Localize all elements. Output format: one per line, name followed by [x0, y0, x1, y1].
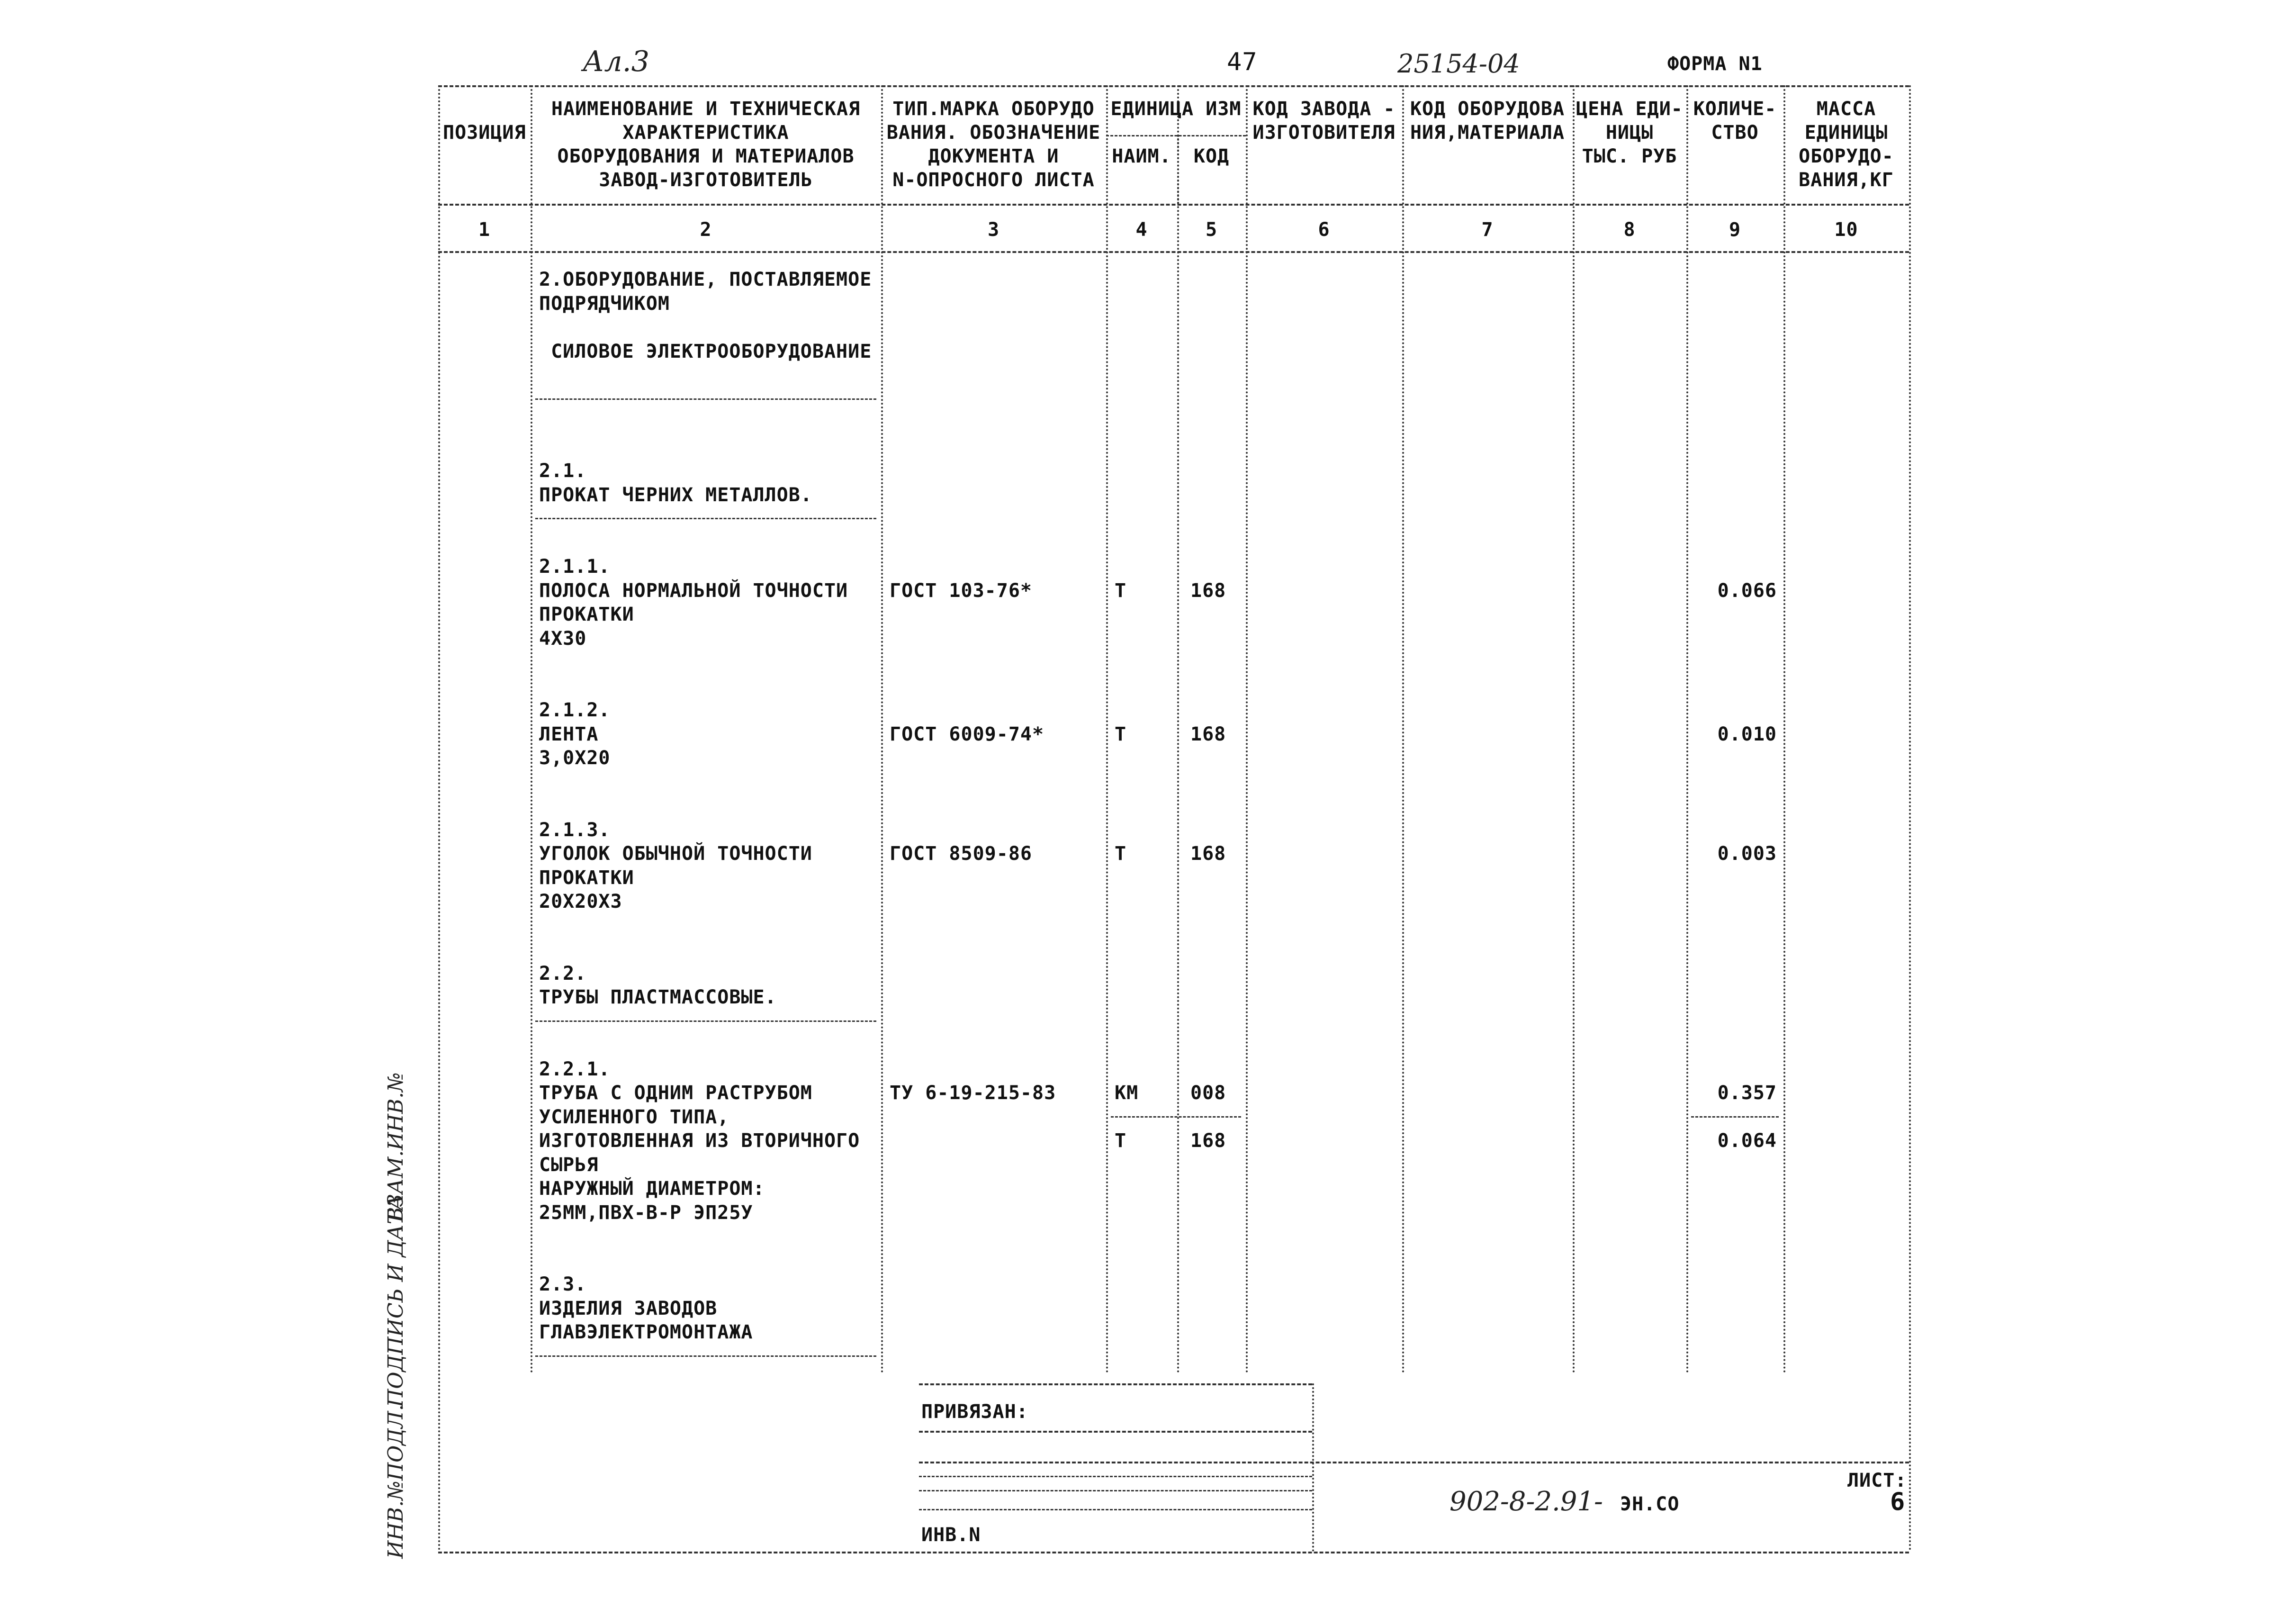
- header-position: ПОЗИЦИЯ: [443, 122, 526, 144]
- row-code: 168: [1190, 1130, 1226, 1152]
- header-name-line: ЗАВОД-ИЗГОТОВИТЕЛЬ: [599, 169, 813, 191]
- row-unit: Т: [1115, 1130, 1127, 1152]
- row-unit: Т: [1115, 579, 1127, 602]
- row-name: 20Х20Х3: [539, 891, 622, 912]
- header-factory-code-line: ИЗГОТОВИТЕЛЯ: [1252, 122, 1396, 144]
- row-name: 2.1.2.: [539, 699, 611, 721]
- attached-label: ПРИВЯЗАН:: [921, 1401, 1028, 1423]
- row-code: 168: [1190, 723, 1226, 745]
- unit-subrule: [1111, 1116, 1241, 1118]
- sheet-ref: Ал.3: [583, 45, 649, 78]
- row-name: УГОЛОК ОБЫЧНОЙ ТОЧНОСТИ: [539, 843, 812, 865]
- title-grid-rule: [919, 1509, 1312, 1510]
- row-type: ГОСТ 6009-74*: [890, 723, 1044, 745]
- header-factory-code-line: КОД ЗАВОДА -: [1252, 98, 1396, 120]
- unit-split-divider: [1177, 135, 1179, 204]
- side-stamp: [379, 1066, 431, 1563]
- row-name: 2.3.: [539, 1273, 587, 1295]
- row-name: 2.1.: [539, 460, 587, 482]
- header-bottom-rule: [438, 204, 1909, 206]
- doc-code-top: 25154-04: [1397, 49, 1520, 79]
- row-name: 2.1.3.: [539, 819, 611, 841]
- column-number: 8: [1623, 219, 1636, 241]
- header-unit-code: КОД: [1193, 145, 1230, 167]
- header-price-line: ЦЕНА ЕДИ-: [1576, 98, 1683, 120]
- doc-code: 902-8-2.91-: [1450, 1486, 1603, 1517]
- header-equipment-code-line: НИЯ,МАТЕРИАЛА: [1410, 122, 1565, 144]
- column-divider: [1246, 85, 1248, 1374]
- section-underline: [535, 1355, 876, 1357]
- page-bottom-rule: [438, 1552, 1909, 1553]
- row-unit: Т: [1115, 723, 1127, 745]
- attached-top-rule: [919, 1383, 1312, 1385]
- row-qty: 0.064: [1717, 1130, 1777, 1152]
- row-name: УСИЛЕННОГО ТИПА,: [539, 1106, 729, 1128]
- row-name: ИЗДЕЛИЯ ЗАВОДОВ: [539, 1297, 718, 1319]
- header-mass-line: МАССА: [1816, 98, 1876, 120]
- row-qty: 0.066: [1717, 579, 1777, 602]
- row-name: ПОЛОСА НОРМАЛЬНОЙ ТОЧНОСТИ: [539, 579, 848, 602]
- column-divider: [1783, 85, 1785, 1374]
- column-number: 6: [1318, 219, 1330, 241]
- column-number: 7: [1481, 219, 1494, 241]
- row-code: 008: [1190, 1082, 1226, 1104]
- row-unit: КМ: [1115, 1082, 1139, 1104]
- number-row-rule: [438, 251, 1909, 253]
- title-block-divider: [1312, 1383, 1314, 1552]
- header-mass-line: ВАНИЯ,КГ: [1799, 169, 1894, 191]
- row-type: ГОСТ 103-76*: [890, 579, 1032, 602]
- header-name-line: ХАРАКТЕРИСТИКА: [622, 122, 789, 144]
- header-price-line: НИЦЫ: [1605, 122, 1654, 144]
- header-price-line: ТЫС. РУБ: [1582, 145, 1677, 167]
- row-name: 2.1.1.: [539, 556, 611, 578]
- title-block-rule: [919, 1462, 1909, 1463]
- column-number: 4: [1135, 219, 1148, 241]
- row-name: 2.2.: [539, 962, 587, 984]
- header-mass-line: ОБОРУДО-: [1799, 145, 1894, 167]
- column-divider: [531, 85, 532, 1374]
- row-name: 25ММ,ПВХ-В-Р ЭП25У: [539, 1201, 753, 1224]
- column-number: 3: [987, 219, 1000, 241]
- row-name: 2.ОБОРУДОВАНИЕ, ПОСТАВЛЯЕМОЕ: [539, 269, 872, 290]
- row-name: ГЛАВЭЛЕКТРОМОНТАЖА: [539, 1321, 753, 1343]
- unit-sub-rule: [1106, 135, 1246, 136]
- row-name: ПРОКАТКИ: [539, 604, 634, 625]
- sheet-number: 6: [1890, 1488, 1906, 1516]
- attached-bottom-rule: [919, 1431, 1312, 1433]
- header-unit-title: ЕДИНИЦА ИЗМ: [1110, 98, 1242, 120]
- column-divider: [1686, 85, 1688, 1374]
- header-top-rule: [438, 85, 1909, 87]
- column-number: 9: [1729, 219, 1741, 241]
- header-type-line: ДОКУМЕНТА И: [928, 145, 1059, 167]
- column-number: 10: [1834, 219, 1858, 241]
- row-name: ИЗГОТОВЛЕННАЯ ИЗ ВТОРИЧНОГО: [539, 1130, 860, 1152]
- row-name: НАРУЖНЫЙ ДИАМЕТРОМ:: [539, 1178, 765, 1200]
- column-divider: [1106, 85, 1108, 1374]
- header-unit-name: НАИМ.: [1112, 145, 1171, 167]
- page-number: 47: [1227, 48, 1258, 76]
- section-underline: [535, 1020, 876, 1022]
- stamp-inv-orig: ИНВ.№ПОДЛ.: [384, 1404, 408, 1559]
- row-name: ТРУБЫ ПЛАСТМАССОВЫЕ.: [539, 986, 777, 1008]
- row-name: ПРОКАТ ЧЕРНИХ МЕТАЛЛОВ.: [539, 484, 812, 506]
- title-grid-rule: [919, 1476, 1312, 1477]
- column-divider: [881, 85, 883, 1374]
- column-divider: [1573, 85, 1575, 1374]
- title-grid-rule: [919, 1490, 1312, 1491]
- row-qty: 0.357: [1717, 1082, 1777, 1104]
- stamp-sign-date: ПОДПИСЬ И ДАТА: [384, 1194, 408, 1407]
- row-type: ТУ 6-19-215-83: [890, 1082, 1056, 1104]
- row-qty: 0.003: [1717, 843, 1777, 865]
- header-type-line: ТИП.МАРКА ОБОРУДО: [892, 98, 1095, 120]
- row-qty: 0.010: [1717, 723, 1777, 745]
- header-mass-line: ЕДИНИЦЫ: [1804, 122, 1888, 144]
- header-name-line: НАИМЕНОВАНИЕ И ТЕХНИЧЕСКАЯ: [551, 98, 861, 120]
- section-underline: [535, 518, 876, 519]
- doc-suffix: ЭН.СО: [1620, 1493, 1680, 1515]
- column-divider: [438, 85, 440, 1552]
- header-equipment-code-line: КОД ОБОРУДОВА: [1410, 98, 1565, 120]
- column-divider: [1909, 85, 1911, 1552]
- row-name: ПОДРЯДЧИКОМ: [539, 292, 670, 315]
- row-name: СИЛОВОЕ ЭЛЕКТРООБОРУДОВАНИЕ: [539, 340, 872, 362]
- column-number: 5: [1205, 219, 1218, 241]
- row-code: 168: [1190, 579, 1226, 602]
- inv-label: ИНВ.N: [921, 1524, 981, 1546]
- row-name: СЫРЬЯ: [539, 1154, 599, 1176]
- row-name: 4Х30: [539, 627, 587, 650]
- column-number: 2: [700, 219, 712, 241]
- column-divider: [1402, 85, 1404, 1374]
- row-unit: Т: [1115, 843, 1127, 865]
- row-code: 168: [1190, 843, 1226, 865]
- header-qty-line: СТВО: [1711, 122, 1759, 144]
- header-type-line: N-ОПРОСНОГО ЛИСТА: [892, 169, 1095, 191]
- section-underline: [535, 398, 876, 400]
- qty-subrule: [1691, 1116, 1779, 1118]
- form-label: ФОРМА N1: [1667, 53, 1763, 75]
- column-divider: [1177, 85, 1179, 1374]
- row-name: ПРОКАТКИ: [539, 867, 634, 889]
- row-name: 3,0Х20: [539, 747, 611, 769]
- sheet-label: ЛИСТ:: [1847, 1470, 1907, 1491]
- stamp-vzam-inv: ВЗАМ.ИНВ.№: [384, 1072, 408, 1222]
- row-name: 2.2.1.: [539, 1058, 611, 1080]
- header-type-line: ВАНИЯ. ОБОЗНАЧЕНИЕ: [886, 122, 1101, 144]
- row-name: ЛЕНТА: [539, 723, 599, 745]
- header-name-line: ОБОРУДОВАНИЯ И МАТЕРИАЛОВ: [557, 145, 855, 167]
- row-name: ТРУБА С ОДНИМ РАСТРУБОМ: [539, 1082, 812, 1104]
- column-number: 1: [478, 219, 491, 241]
- row-type: ГОСТ 8509-86: [890, 843, 1032, 865]
- header-qty-line: КОЛИЧЕ-: [1693, 98, 1777, 120]
